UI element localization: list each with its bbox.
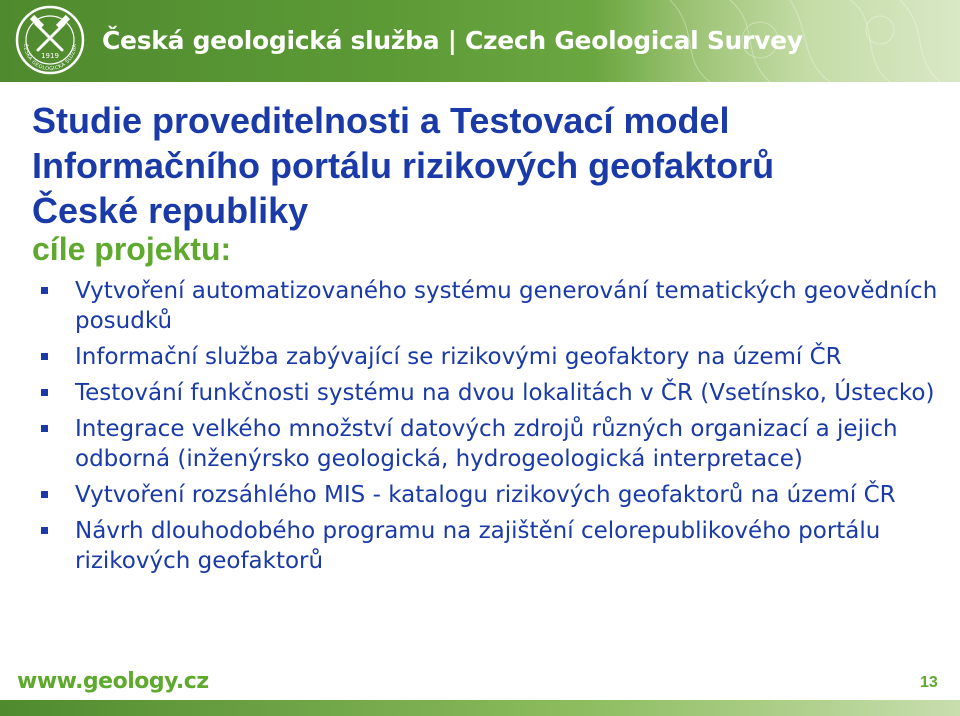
slide-subtitle: cíle projektu: bbox=[32, 231, 232, 267]
header-title: Česká geologická služba | Czech Geological Survey bbox=[102, 26, 803, 55]
square-bullet-icon bbox=[41, 491, 48, 498]
square-bullet-icon bbox=[41, 527, 48, 534]
slide-title-line-3: České republiky bbox=[32, 190, 309, 231]
square-bullet-icon bbox=[41, 287, 48, 294]
square-bullet-icon bbox=[41, 389, 48, 396]
slide-title bbox=[32, 98, 774, 233]
list-item-text: Vytvoření automatizovaného systému generování tematických geovědních posudků bbox=[75, 278, 938, 334]
list-item bbox=[40, 516, 950, 576]
list-item-text: Integrace velkého množství datových zdrojů různých organizací a jejich odborná (inženýrsko geologická, hydrogeologická interpretace) bbox=[75, 416, 898, 472]
list-item-text: Informační služba zabývající se rizikovými geofaktory na území ČR bbox=[75, 344, 842, 370]
header-band bbox=[0, 0, 960, 82]
list-item-text: Návrh dlouhodobého programu na zajištění celorepublikového portálu rizikových geofaktorů bbox=[75, 518, 881, 574]
list-item bbox=[40, 378, 950, 408]
list-item bbox=[40, 342, 950, 372]
slide-title-line-2: Informačního portálu rizikových geofaktorů bbox=[32, 145, 775, 186]
list-item bbox=[40, 414, 950, 474]
square-bullet-icon bbox=[41, 425, 48, 432]
list-item-text: Testování funkčnosti systému na dvou lokalitách v ČR (Vsetínsko, Ústecko) bbox=[75, 380, 935, 406]
square-bullet-icon bbox=[41, 353, 48, 360]
slide-title-line-1: Studie proveditelnosti a Testovací model bbox=[32, 100, 730, 141]
list-item bbox=[40, 276, 950, 336]
page-number: 13 bbox=[920, 674, 938, 691]
list-item bbox=[40, 480, 950, 510]
logo-year: 1919 bbox=[41, 52, 59, 60]
logo-text: ČESKÁ GEOLOGICKÁ SLUŽBA bbox=[21, 43, 79, 73]
header-decoration bbox=[640, 0, 960, 82]
goals-list bbox=[40, 276, 950, 582]
list-item-text: Vytvoření rozsáhlého MIS - katalogu rizikových geofaktorů na území ČR bbox=[75, 482, 896, 508]
geological-survey-logo bbox=[14, 4, 86, 76]
footer-website-link[interactable]: www.geology.cz bbox=[17, 669, 209, 694]
footer-band bbox=[0, 700, 960, 716]
